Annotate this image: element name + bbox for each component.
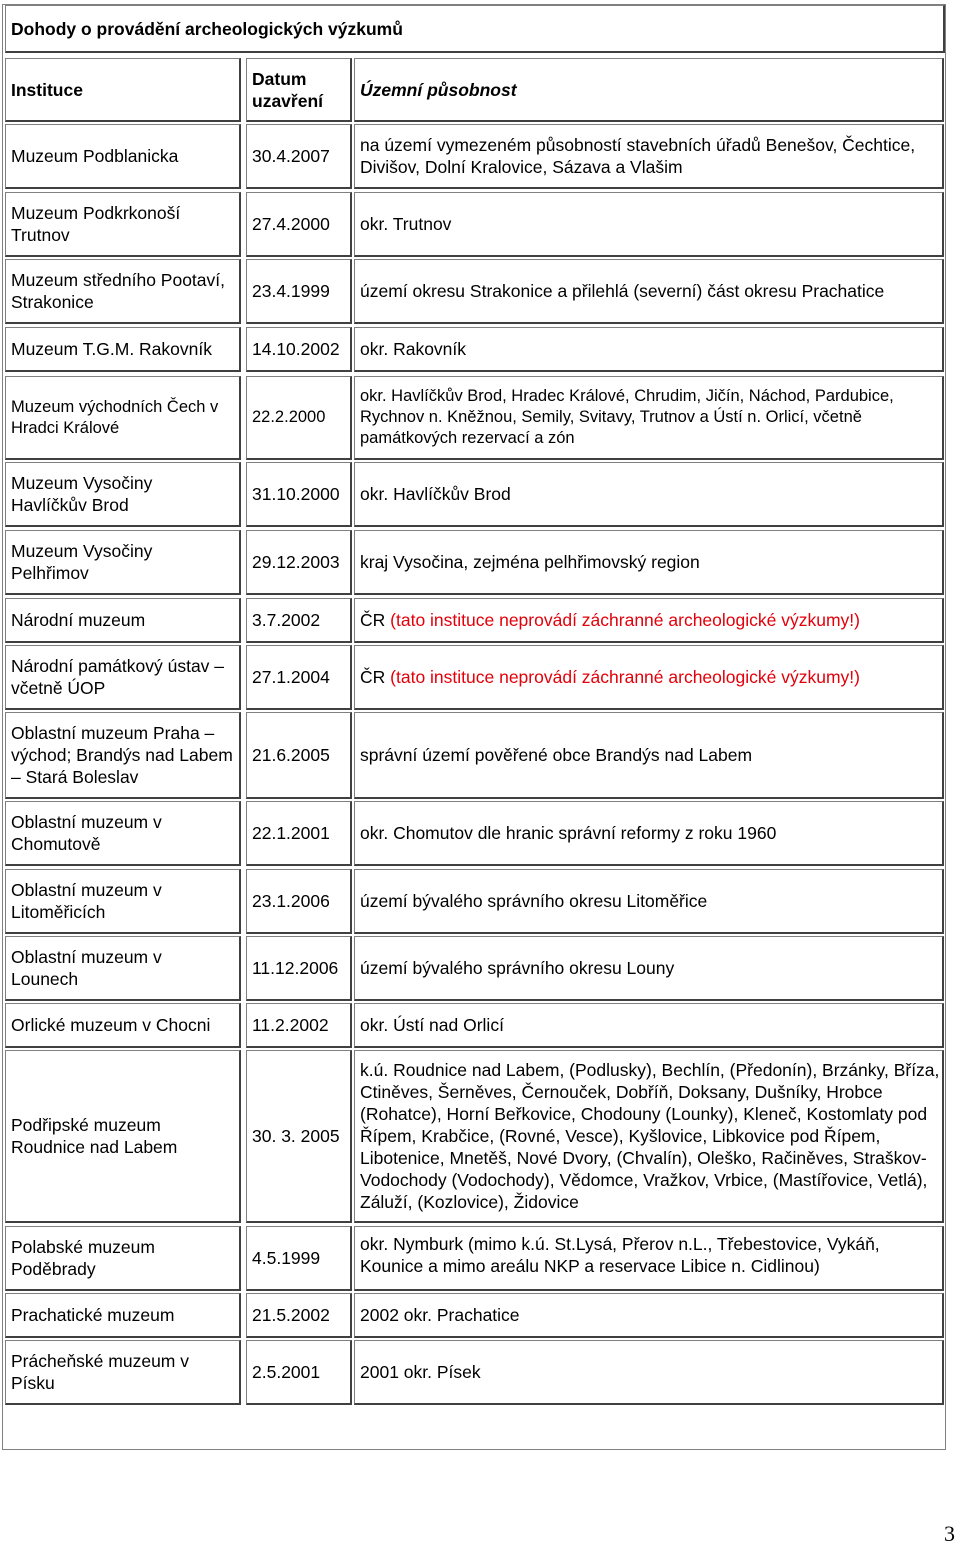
table-row-scope: okr. Chomutov dle hranic správní reformy z roku 1960 [354,801,944,866]
table-row-scope: okr. Nymburk (mimo k.ú. St.Lysá, Přerov n.L., Třebestovice, Vykáň, Kounice a mimo areálu NKP a reservace Libice n. Cidlinou) [354,1226,944,1291]
table-row-scope: okr. Havlíčkův Brod [354,462,944,527]
table-row-scope: okr. Havlíčkův Brod, Hradec Králové, Chrudim, Jičín, Náchod, Pardubice, Rychnov n. Kněžnou, Semily, Svitavy, Trutnov a Ústí n. Orlicí, včetně památkových rezervací a zón [354,376,944,460]
table-row-date: 11.2.2002 [246,1003,352,1048]
table-row-date: 21.6.2005 [246,712,352,799]
table-row-date: 14.10.2002 [246,327,352,372]
table-row-date: 21.5.2002 [246,1293,352,1338]
table-row-institution: Muzeum Vysočiny Pelhřimov [5,530,241,595]
table-row-institution: Muzeum Vysočiny Havlíčkův Brod [5,462,241,527]
table-row-date: 30.4.2007 [246,124,352,189]
table-row-institution: Muzeum Podkrkonoší Trutnov [5,192,241,257]
table-row-date: 2.5.2001 [246,1340,352,1405]
table-row-scope: na území vymezeném působností stavebních úřadů Benešov, Čechtice, Divišov, Dolní Kralovice, Sázava a Vlašim [354,124,944,189]
table-row-scope: kraj Vysočina, zejména pelhřimovský region [354,530,944,595]
table-row-date: 30. 3. 2005 [246,1050,352,1223]
table-row-institution: Národní památkový ústav – včetně ÚOP [5,645,241,710]
table-row-date: 4.5.1999 [246,1226,352,1291]
table-row-institution: Oblastní muzeum v Lounech [5,936,241,1001]
table-row-scope: území bývalého správního okresu Litoměřice [354,869,944,934]
table-row-scope: okr. Rakovník [354,327,944,372]
table-title-cell [5,5,945,53]
table-row-institution: Prácheňské muzeum v Písku [5,1340,241,1405]
table-row-scope: území bývalého správního okresu Louny [354,936,944,1001]
table-row-date: 23.1.2006 [246,869,352,934]
table-row-institution: Prachatické muzeum [5,1293,241,1338]
table-row-institution: Orlické muzeum v Chocni [5,1003,241,1048]
table-row-institution: Oblastní muzeum Praha – východ; Brandýs nad Labem – Stará Boleslav [5,712,241,799]
table-title: Dohody o provádění archeologických výzkumů [11,18,403,39]
table-row-date: 22.1.2001 [246,801,352,866]
header-scope: Územní působnost [354,58,944,122]
table-row-institution: Polabské muzeum Poděbrady [5,1226,241,1291]
table-row-date: 11.12.2006 [246,936,352,1001]
table-row-date: 27.4.2000 [246,192,352,257]
table-row-date: 29.12.2003 [246,530,352,595]
table-row-date: 23.4.1999 [246,259,352,324]
table-row-institution: Podřipské muzeum Roudnice nad Labem [5,1050,241,1223]
table-row-date: 3.7.2002 [246,598,352,643]
table-row-scope: ČR (tato instituce neprovádí záchranné archeologické výzkumy!) [354,645,944,710]
table-row-institution: Muzeum T.G.M. Rakovník [5,327,241,372]
table-row-institution: Oblastní muzeum v Litoměřicích [5,869,241,934]
table-row-institution: Muzeum středního Pootaví, Strakonice [5,259,241,324]
table-row-scope: 2001 okr. Písek [354,1340,944,1405]
table-row-scope: okr. Trutnov [354,192,944,257]
table-row-date: 22.2.2000 [246,376,352,460]
page-number: 3 [944,1521,955,1546]
table-row-scope: území okresu Strakonice a přilehlá (severní) část okresu Prachatice [354,259,944,324]
table-row-institution: Národní muzeum [5,598,241,643]
table-row-institution: Oblastní muzeum v Chomutově [5,801,241,866]
table-row-scope: okr. Ústí nad Orlicí [354,1003,944,1048]
table-row-institution: Muzeum Podblanicka [5,124,241,189]
table-row-scope: správní území pověřené obce Brandýs nad Labem [354,712,944,799]
table-row-scope: 2002 okr. Prachatice [354,1293,944,1338]
header-institution: Instituce [5,58,241,122]
table-row-date: 27.1.2004 [246,645,352,710]
table-row-scope: ČR (tato instituce neprovádí záchranné archeologické výzkumy!) [354,598,944,643]
table-row-institution: Muzeum východních Čech v Hradci Králové [5,376,241,460]
table-row-date: 31.10.2000 [246,462,352,527]
header-date: Datum uzavření [246,58,352,122]
table-row-scope: k.ú. Roudnice nad Labem, (Podlusky), Bechlín, (Předonín), Brzánky, Bříza, Ctiněves, Šerněves, Černouček, Dobříň, Doksany, Dušníky, Hrobce (Rohatce), Horní Beřkovice, Chodouny (Lounky), Kleneč, Kostomlaty pod Řípem, Krabčice, (Rovné, Vesce), Kyšlovice, Libkovice pod Řípem, Libotenice, Mnetěš, Nové Dvory, (Chvalín), Oleško, Račiněves, Straškov-Vodochody (Vodochody), Vědomce, Vražkov, Vrbice, (Mastířovice, Vetlá), Záluží, (Kozlovice), Židovice [354,1050,944,1223]
